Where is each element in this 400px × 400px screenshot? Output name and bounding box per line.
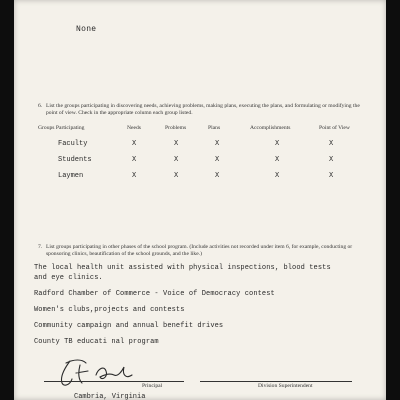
group-faculty: Faculty bbox=[58, 140, 88, 148]
header-needs: Needs bbox=[127, 125, 141, 131]
superintendent-signature-line bbox=[200, 381, 352, 382]
group-laymen: Laymen bbox=[58, 172, 84, 180]
item-7-text: List groups participating in other phases of the school program. (Include activities not recorded under item 6, for example, conducting or sponsoring clinics, beautification of the school grounds, and the like.) bbox=[46, 244, 353, 257]
check-mark: X bbox=[329, 172, 334, 180]
document-page bbox=[14, 0, 386, 400]
activity-line: Community campaign and annual benefit drives bbox=[34, 322, 224, 330]
scan-border-right bbox=[386, 0, 400, 400]
check-mark: X bbox=[215, 172, 220, 180]
header-point-of-view: Point of View bbox=[319, 125, 350, 131]
activity-line: Women's clubs,projects and contests bbox=[34, 306, 185, 314]
check-mark: X bbox=[132, 156, 137, 164]
item-7-number: 7. bbox=[38, 244, 43, 250]
header-plans: Plans bbox=[208, 125, 221, 131]
activity-line: and eye clinics. bbox=[34, 274, 103, 282]
item-6-text: List the groups participating in discovering needs, achieving problems, making plans, executing the plans, and formulating or modifying the point of view. Check in the appropriate column each group listed. bbox=[46, 103, 360, 116]
header-problems: Problems bbox=[165, 125, 187, 131]
check-mark: X bbox=[174, 172, 179, 180]
header-groups-participating: Groups Participating bbox=[38, 125, 85, 131]
check-mark: X bbox=[215, 140, 220, 148]
check-mark: X bbox=[174, 140, 179, 148]
group-students: Students bbox=[58, 156, 92, 164]
principal-signature bbox=[52, 355, 142, 389]
activity-line: County TB educati nal program bbox=[34, 338, 159, 346]
activity-line: The local health unit assisted with physical inspections, blood tests bbox=[34, 264, 331, 272]
previous-item-answer: None bbox=[76, 25, 97, 34]
principal-label: Principal bbox=[142, 383, 163, 389]
header-accomplishments: Accomplishments bbox=[250, 125, 291, 131]
check-mark: X bbox=[275, 156, 280, 164]
check-mark: X bbox=[132, 140, 137, 148]
check-mark: X bbox=[132, 172, 137, 180]
item-6-instructions bbox=[38, 103, 368, 117]
item-6-number: 6. bbox=[38, 103, 43, 109]
item-7-instructions bbox=[38, 244, 368, 258]
check-mark: X bbox=[329, 140, 334, 148]
school-location: Cambria, Virginia bbox=[74, 393, 146, 400]
principal-signature-line bbox=[44, 381, 184, 382]
superintendent-label: Division Superintendent bbox=[258, 383, 313, 389]
scan-border-left bbox=[0, 0, 14, 400]
check-mark: X bbox=[329, 156, 334, 164]
activity-line: Radford Chamber of Commerce - Voice of Democracy contest bbox=[34, 290, 275, 298]
check-mark: X bbox=[275, 172, 280, 180]
check-mark: X bbox=[174, 156, 179, 164]
check-mark: X bbox=[275, 140, 280, 148]
check-mark: X bbox=[215, 156, 220, 164]
